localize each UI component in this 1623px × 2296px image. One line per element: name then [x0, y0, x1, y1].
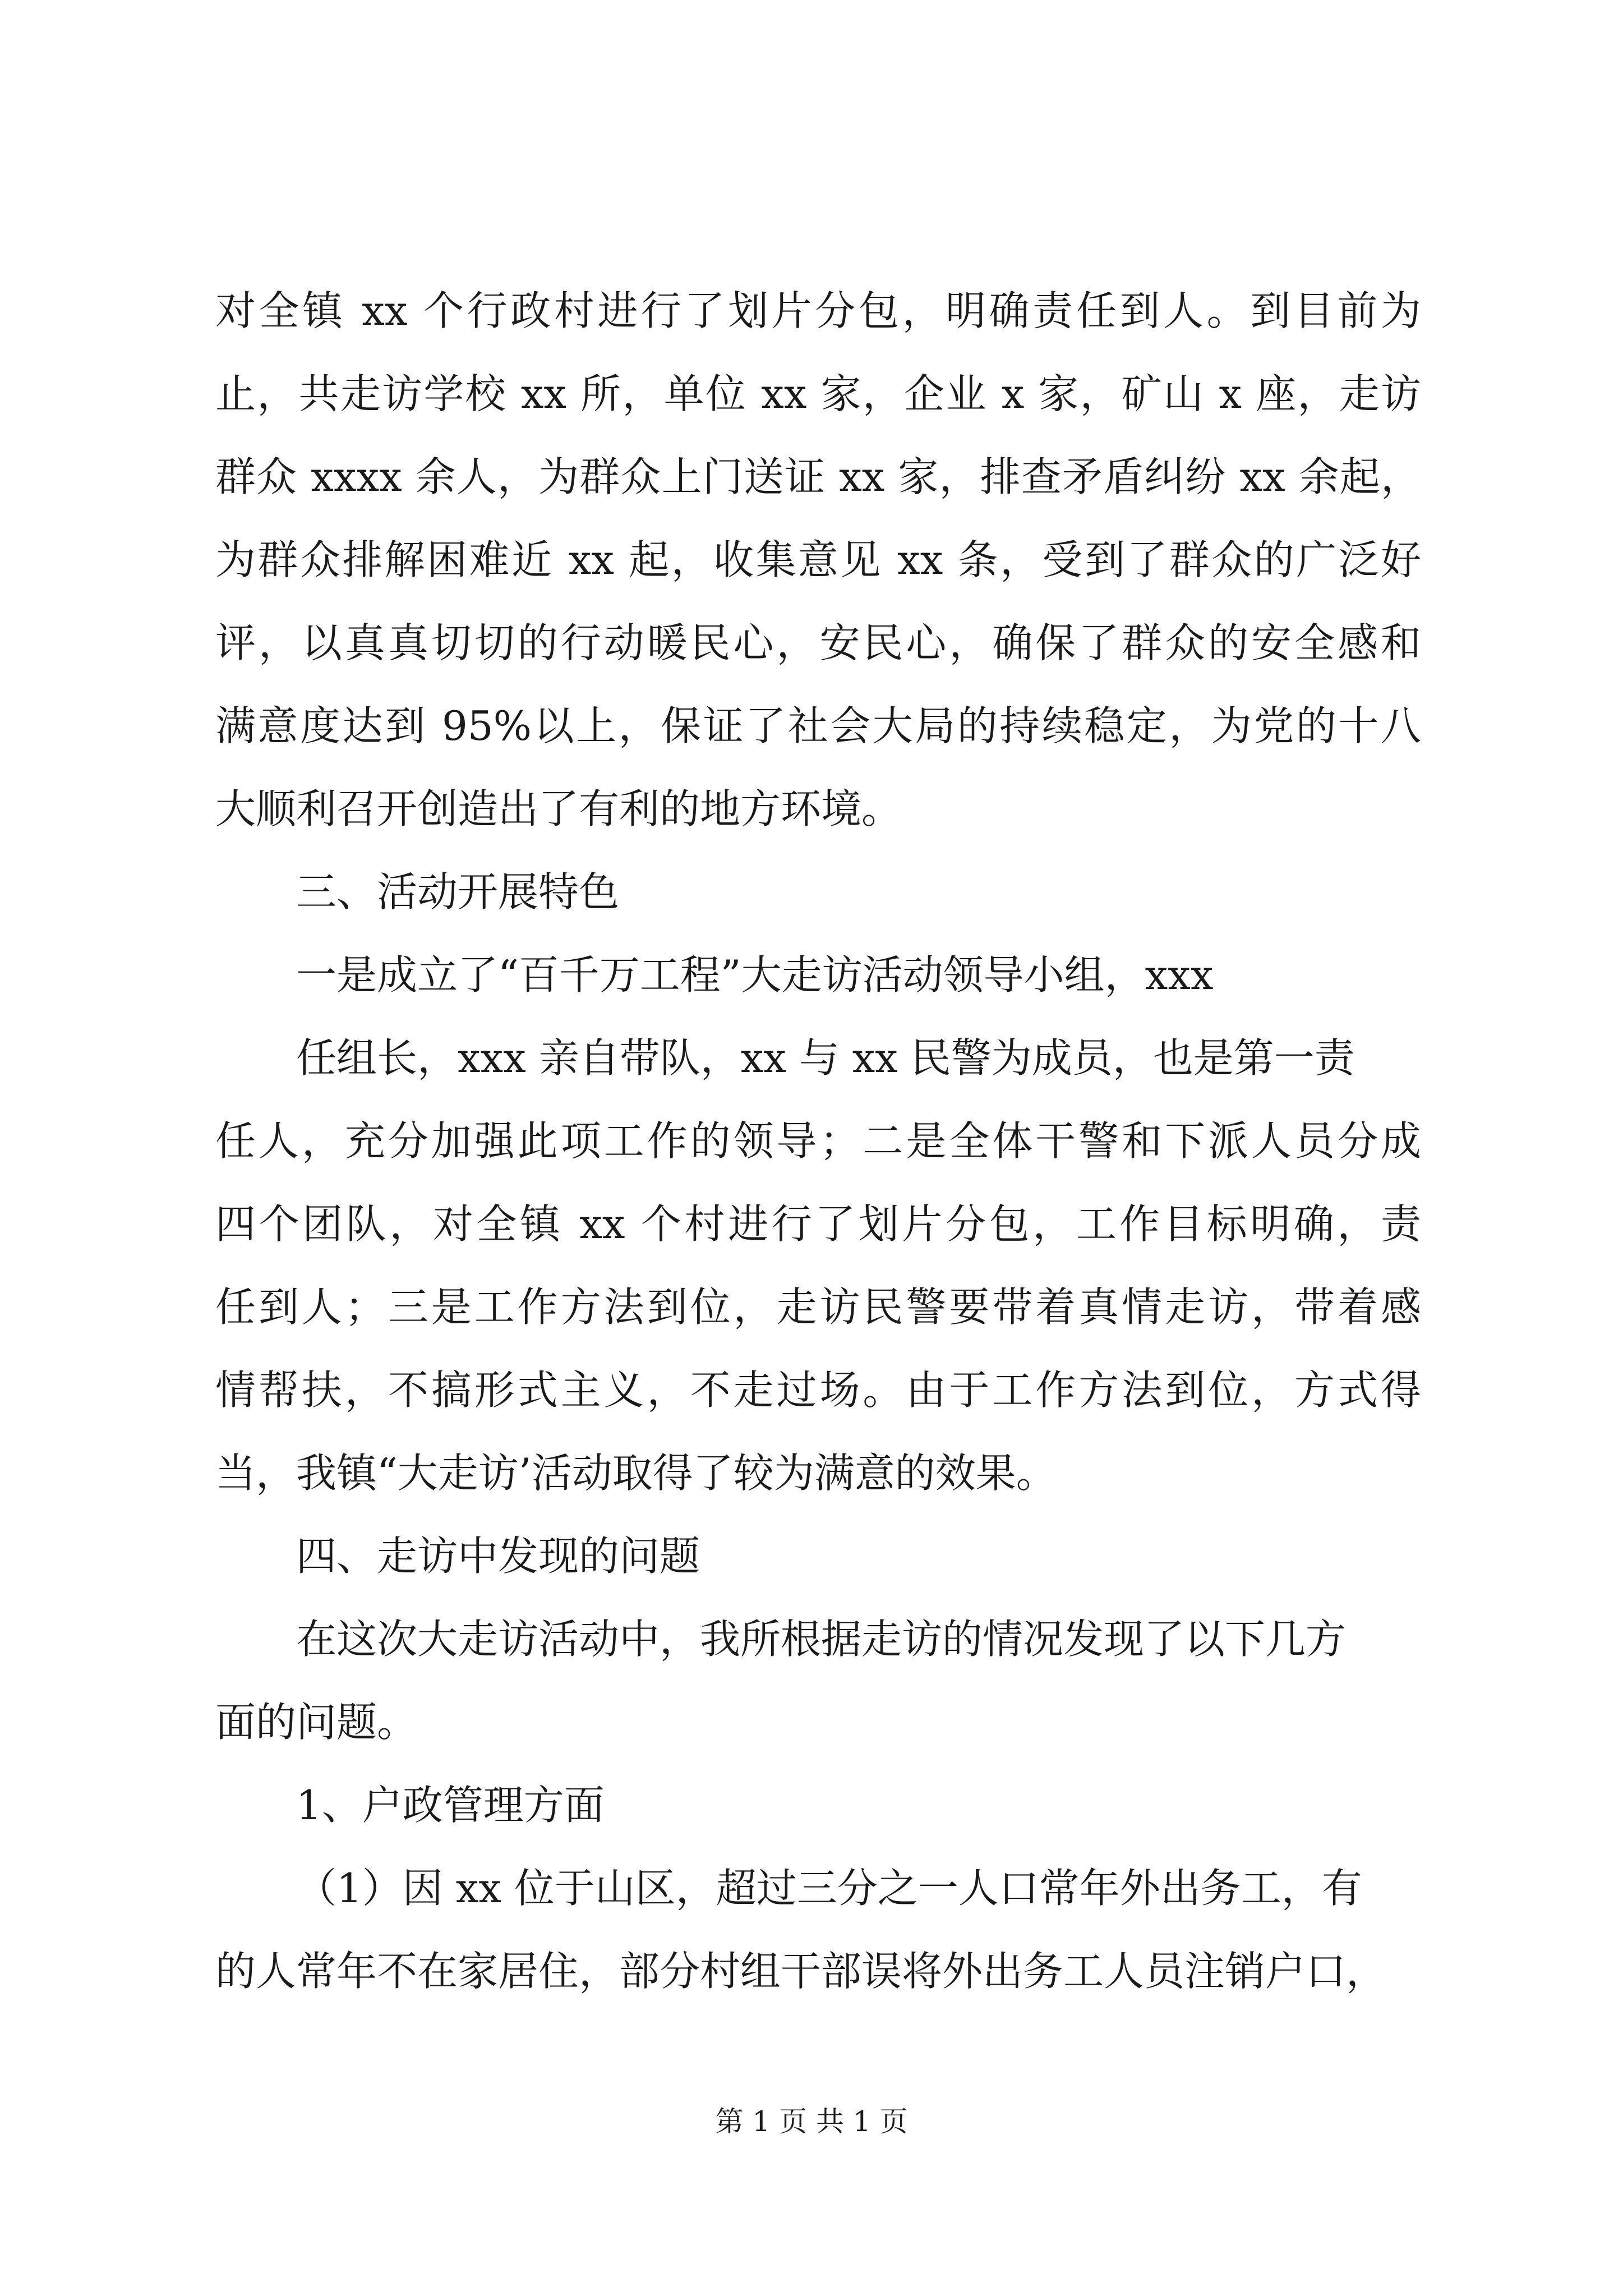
- body-line: 满意度达到 95%以上，保证了社会大局的持续稳定，为党的十八: [215, 702, 1421, 749]
- body-line: 任到人；三是工作方法到位，走访民警要带着真情走访，带着感: [215, 1283, 1421, 1331]
- body-line: 的人常年不在家居住，部分村组干部误将外出务工人员注销户口，: [215, 1948, 1387, 1995]
- body-line: 止，共走访学校 xx 所，单位 xx 家，企业 x 家，矿山 x 座，走访: [215, 370, 1421, 417]
- body-line: 四个团队，对全镇 xx 个村进行了划片分包，工作目标明确，责: [215, 1200, 1421, 1248]
- page-footer: 第 1 页 共 1 页: [715, 2105, 908, 2138]
- body-line: 评，以真真切切的行动暖民心，安民心，确保了群众的安全感和: [215, 619, 1421, 666]
- body-line: 群众 xxxx 余人，为群众上门送证 xx 家，排查矛盾纠纷 xx 余起，: [215, 453, 1421, 500]
- subsection-heading: 1、户政管理方面: [296, 1782, 605, 1829]
- body-line: 在这次大走访活动中，我所根据走访的情况发现了以下几方: [296, 1616, 1347, 1663]
- section-heading: 三、活动开展特色: [296, 868, 620, 915]
- body-line: 一是成立了“百千万工程”大走访活动领导小组，xxx: [296, 951, 1214, 999]
- body-line: 大顺利召开创造出了有利的地方环境。: [215, 785, 902, 832]
- body-line: （1）因 xx 位于山区，超过三分之一人口常年外出务工，有: [296, 1865, 1362, 1912]
- section-heading: 四、走访中发现的问题: [296, 1533, 700, 1580]
- document-body: [215, 269, 1421, 2013]
- body-line: 情帮扶，不搞形式主义，不走过场。由于工作方法到位，方式得: [215, 1366, 1421, 1414]
- body-line: 对全镇 xx 个行政村进行了划片分包，明确责任到人。到目前为: [215, 287, 1421, 334]
- body-line: 面的问题。: [215, 1699, 418, 1746]
- body-line: 为群众排解困难近 xx 起，收集意见 xx 条，受到了群众的广泛好: [215, 536, 1421, 583]
- body-line: 当，我镇“大走访’活动取得了较为满意的效果。: [215, 1450, 1057, 1497]
- body-line: 任组长，xxx 亲自带队，xx 与 xx 民警为成员，也是第一责: [296, 1034, 1355, 1082]
- body-line: 任人，充分加强此项工作的领导；二是全体干警和下派人员分成: [215, 1117, 1421, 1165]
